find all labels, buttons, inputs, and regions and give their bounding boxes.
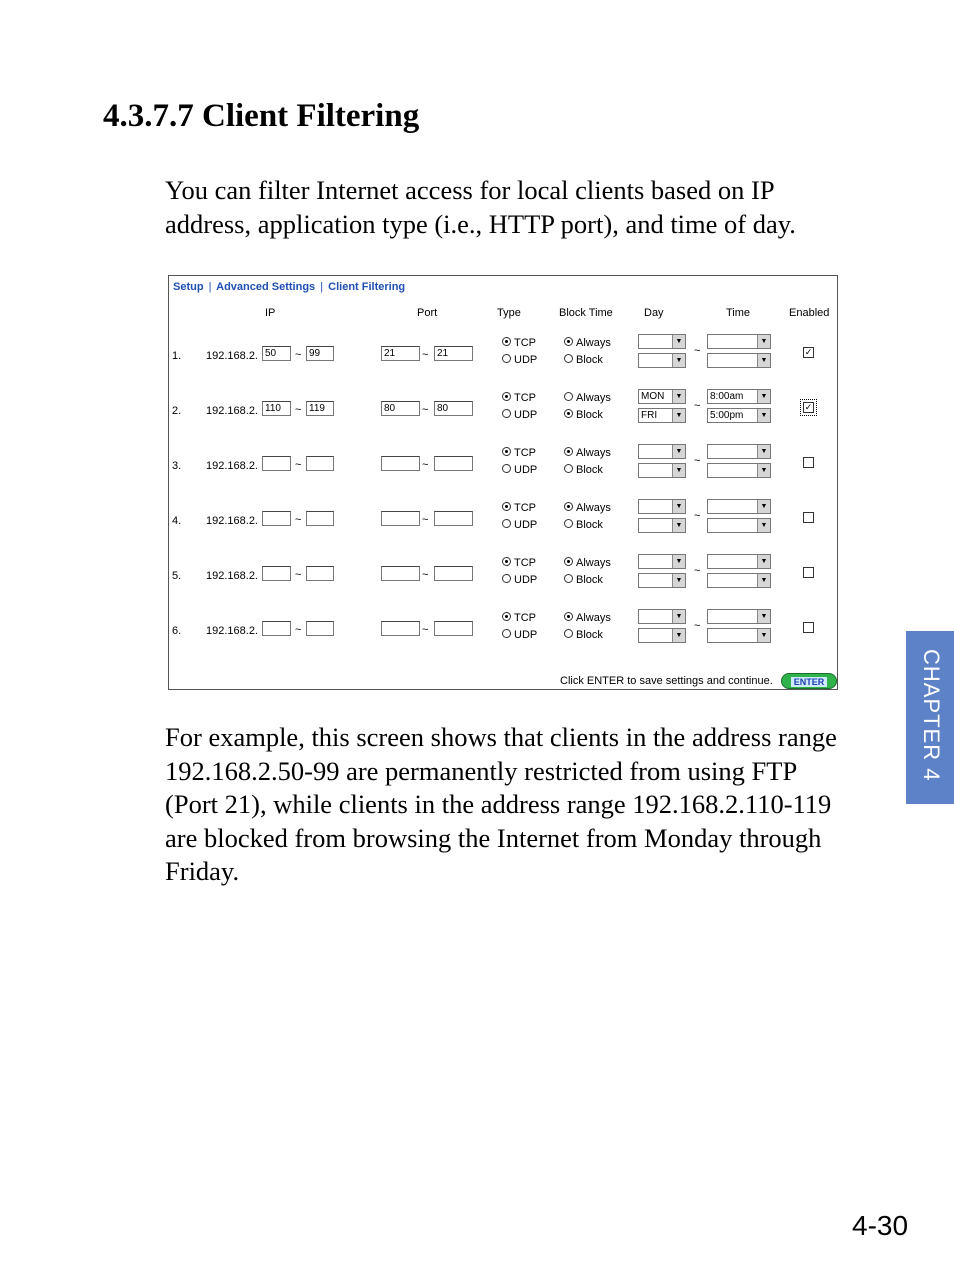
ip-from-input[interactable] <box>262 511 291 526</box>
type-udp-radio-label: UDP <box>514 519 538 531</box>
chevron-down-icon: ▼ <box>757 629 770 642</box>
port-from-input[interactable] <box>381 621 420 636</box>
block-always-radio-label: Always <box>576 337 611 349</box>
row-number: 1. <box>172 350 182 362</box>
type-udp-radio[interactable] <box>502 574 537 586</box>
block-scheduled-radio-dot <box>564 409 573 418</box>
block-scheduled-radio-label: Block <box>576 574 603 586</box>
block-always-radio-dot <box>564 392 573 401</box>
breadcrumb-separator: | <box>320 281 324 293</box>
col-header-time: Time <box>726 307 751 319</box>
block-scheduled-radio[interactable] <box>564 574 603 586</box>
type-tcp-radio[interactable] <box>502 502 536 514</box>
chevron-down-icon: ▼ <box>757 500 770 513</box>
client-filtering-screenshot <box>168 275 838 690</box>
day-from-select[interactable] <box>638 444 686 459</box>
type-udp-radio[interactable] <box>502 464 537 476</box>
block-scheduled-radio-dot <box>564 464 573 473</box>
port-from-input[interactable] <box>381 566 420 581</box>
day-to-select[interactable] <box>638 518 686 533</box>
col-header-day: Day <box>644 307 664 319</box>
type-udp-radio-label: UDP <box>514 409 538 421</box>
col-header-type: Type <box>497 307 521 319</box>
time-to-select[interactable] <box>707 463 771 478</box>
type-udp-radio-dot <box>502 519 511 528</box>
type-tcp-radio-dot <box>502 337 511 346</box>
type-tcp-radio-dot <box>502 612 511 621</box>
block-always-radio-label: Always <box>576 612 611 624</box>
time-to-select[interactable] <box>707 408 771 423</box>
day-to-select[interactable] <box>638 353 686 368</box>
chevron-down-icon: ▼ <box>672 464 685 477</box>
type-udp-radio-dot <box>502 464 511 473</box>
chevron-down-icon: ▼ <box>672 500 685 513</box>
filter-row <box>169 608 837 658</box>
chevron-down-icon: ▼ <box>757 519 770 532</box>
block-always-radio-dot <box>564 337 573 346</box>
chevron-down-icon: ▼ <box>672 409 685 422</box>
block-always-radio-dot <box>564 502 573 511</box>
filter-row <box>169 333 837 383</box>
type-tcp-radio-dot <box>502 502 511 511</box>
chevron-down-icon: ▼ <box>757 335 770 348</box>
day-from-select[interactable] <box>638 334 686 349</box>
port-from-input[interactable]: 80 <box>381 401 420 416</box>
block-always-radio-label: Always <box>576 447 611 459</box>
port-range-tilde: ~ <box>422 569 429 581</box>
ip-range-tilde: ~ <box>295 349 302 361</box>
row-number: 3. <box>172 460 182 472</box>
block-scheduled-radio-dot <box>564 519 573 528</box>
type-tcp-radio[interactable] <box>502 557 536 569</box>
type-udp-radio[interactable] <box>502 354 537 366</box>
chevron-down-icon: ▼ <box>672 354 685 367</box>
port-to-input[interactable]: 21 <box>434 346 473 361</box>
ip-to-input[interactable] <box>306 456 334 471</box>
day-to-select[interactable] <box>638 573 686 588</box>
chevron-down-icon: ▼ <box>757 464 770 477</box>
chevron-down-icon: ▼ <box>672 629 685 642</box>
chevron-down-icon: ▼ <box>757 610 770 623</box>
block-scheduled-radio[interactable] <box>564 409 603 421</box>
chevron-down-icon: ▼ <box>672 335 685 348</box>
block-always-radio-label: Always <box>576 502 611 514</box>
type-udp-radio-label: UDP <box>514 629 538 641</box>
chevron-down-icon: ▼ <box>757 445 770 458</box>
breadcrumb-advanced-settings[interactable]: Advanced Settings <box>216 281 316 293</box>
time-to-select[interactable] <box>707 573 771 588</box>
port-from-input[interactable] <box>381 511 420 526</box>
day-range-tilde: ~ <box>694 620 701 632</box>
ip-from-input[interactable] <box>262 621 291 636</box>
ip-range-tilde: ~ <box>295 404 302 416</box>
breadcrumb-separator: | <box>208 281 212 293</box>
enabled-checkbox[interactable] <box>803 457 814 468</box>
type-tcp-radio-label: TCP <box>514 447 536 459</box>
intro-paragraph: You can filter Internet access for local clients based on IP address, application type (i.e., HTTP port), and time of day. <box>165 175 796 239</box>
chevron-down-icon: ▼ <box>757 409 770 422</box>
type-tcp-radio-label: TCP <box>514 337 536 349</box>
block-always-radio[interactable] <box>564 557 611 569</box>
ip-prefix: 192.168.2. <box>206 570 258 582</box>
chapter-tab-label: CHAPTER 4 <box>919 649 944 782</box>
ip-range-tilde: ~ <box>295 459 302 471</box>
filter-row <box>169 443 837 493</box>
check-mark-icon: ✓ <box>804 402 813 412</box>
ip-from-input[interactable]: 50 <box>262 346 291 361</box>
chevron-down-icon: ▼ <box>672 519 685 532</box>
ip-range-tilde: ~ <box>295 514 302 526</box>
save-hint: Click ENTER to save settings and continue. <box>560 675 773 687</box>
day-to-select[interactable] <box>638 408 686 423</box>
page-number: 4-30 <box>852 1210 909 1241</box>
chevron-down-icon: ▼ <box>672 574 685 587</box>
enabled-checkbox[interactable] <box>803 402 814 413</box>
type-udp-radio-dot <box>502 574 511 583</box>
block-scheduled-radio[interactable] <box>564 354 603 366</box>
ip-to-input[interactable]: 119 <box>306 401 334 416</box>
chevron-down-icon: ▼ <box>757 555 770 568</box>
ip-to-input[interactable] <box>306 511 334 526</box>
time-from-select-value: 8:00am <box>710 391 744 402</box>
ip-from-input[interactable] <box>262 456 291 471</box>
ip-prefix: 192.168.2. <box>206 625 258 637</box>
type-udp-radio-label: UDP <box>514 574 538 586</box>
row-number: 6. <box>172 625 182 637</box>
type-tcp-radio[interactable] <box>502 612 536 624</box>
enabled-checkbox[interactable] <box>803 512 814 523</box>
section-title: 4.3.7.7 Client Filtering <box>103 98 420 134</box>
port-to-input[interactable]: 80 <box>434 401 473 416</box>
ip-to-input[interactable] <box>306 621 334 636</box>
time-to-select[interactable] <box>707 628 771 643</box>
ip-range-tilde: ~ <box>295 569 302 581</box>
block-always-radio-dot <box>564 447 573 456</box>
row-number: 2. <box>172 405 182 417</box>
day-range-tilde: ~ <box>694 510 701 522</box>
type-tcp-radio-label: TCP <box>514 557 536 569</box>
block-always-radio-dot <box>564 612 573 621</box>
breadcrumb-setup[interactable]: Setup <box>173 281 204 293</box>
enter-button-label: ENTER <box>791 677 828 687</box>
ip-to-input[interactable] <box>306 566 334 581</box>
block-always-radio-label: Always <box>576 557 611 569</box>
block-always-radio-dot <box>564 557 573 566</box>
filter-row <box>169 498 837 548</box>
day-range-tilde: ~ <box>694 455 701 467</box>
type-tcp-radio-dot <box>502 447 511 456</box>
block-scheduled-radio[interactable] <box>564 629 603 641</box>
day-from-select[interactable] <box>638 389 686 404</box>
port-to-input[interactable] <box>434 511 473 526</box>
chapter-tab <box>906 631 954 804</box>
block-always-radio[interactable] <box>564 502 611 514</box>
type-udp-radio-label: UDP <box>514 464 538 476</box>
col-header-port: Port <box>417 307 438 319</box>
filter-row <box>169 388 837 438</box>
breadcrumb <box>173 281 405 293</box>
time-from-select[interactable] <box>707 389 771 404</box>
port-from-input[interactable] <box>381 456 420 471</box>
type-tcp-radio[interactable] <box>502 392 536 404</box>
block-scheduled-radio-dot <box>564 629 573 638</box>
ip-to-input[interactable]: 99 <box>306 346 334 361</box>
breadcrumb-client-filtering[interactable]: Client Filtering <box>328 281 406 293</box>
block-scheduled-radio[interactable] <box>564 464 603 476</box>
enter-button[interactable] <box>781 673 837 689</box>
ip-range-tilde: ~ <box>295 624 302 636</box>
type-udp-radio-label: UDP <box>514 354 538 366</box>
col-header-block-time: Block Time <box>559 307 613 319</box>
col-header-enabled: Enabled <box>789 307 830 319</box>
chevron-down-icon: ▼ <box>672 610 685 623</box>
block-scheduled-radio-label: Block <box>576 464 603 476</box>
type-udp-radio[interactable] <box>502 519 537 531</box>
chevron-down-icon: ▼ <box>672 445 685 458</box>
row-number: 5. <box>172 570 182 582</box>
day-to-select-value: FRI <box>641 410 658 421</box>
block-scheduled-radio-dot <box>564 574 573 583</box>
type-tcp-radio-label: TCP <box>514 612 536 624</box>
block-scheduled-radio-dot <box>564 354 573 363</box>
port-range-tilde: ~ <box>422 624 429 636</box>
chevron-down-icon: ▼ <box>757 390 770 403</box>
row-number: 4. <box>172 515 182 527</box>
block-always-radio[interactable] <box>564 612 611 624</box>
check-mark-icon: ✓ <box>804 347 813 357</box>
time-from-select[interactable] <box>707 609 771 624</box>
block-always-radio[interactable] <box>564 392 611 404</box>
block-scheduled-radio-label: Block <box>576 354 603 366</box>
ip-prefix: 192.168.2. <box>206 405 258 417</box>
port-to-input[interactable] <box>434 621 473 636</box>
type-tcp-radio[interactable] <box>502 447 536 459</box>
port-range-tilde: ~ <box>422 514 429 526</box>
ip-prefix: 192.168.2. <box>206 460 258 472</box>
day-range-tilde: ~ <box>694 400 701 412</box>
type-tcp-radio-label: TCP <box>514 502 536 514</box>
day-from-select-value: MON <box>641 391 665 402</box>
port-range-tilde: ~ <box>422 349 429 361</box>
type-udp-radio[interactable] <box>502 629 537 641</box>
chevron-down-icon: ▼ <box>757 574 770 587</box>
ip-from-input[interactable]: 110 <box>262 401 291 416</box>
time-to-select-value: 5:00pm <box>710 410 744 421</box>
type-udp-radio[interactable] <box>502 409 537 421</box>
block-always-radio-label: Always <box>576 392 611 404</box>
block-scheduled-radio-label: Block <box>576 519 603 531</box>
port-range-tilde: ~ <box>422 459 429 471</box>
day-range-tilde: ~ <box>694 565 701 577</box>
port-range-tilde: ~ <box>422 404 429 416</box>
ip-prefix: 192.168.2. <box>206 350 258 362</box>
port-to-input[interactable] <box>434 456 473 471</box>
col-header-ip: IP <box>265 307 276 319</box>
type-udp-radio-dot <box>502 409 511 418</box>
block-scheduled-radio[interactable] <box>564 519 603 531</box>
type-tcp-radio[interactable] <box>502 337 536 349</box>
day-from-select[interactable] <box>638 554 686 569</box>
example-paragraph: For example, this screen shows that clients in the address range 192.168.2.50-99 are permanently restricted from using FTP (Port 21), while clients in the address range 192.168.2.110-119 are blocked from browsing the Internet from Monday through Friday. <box>165 722 837 887</box>
chevron-down-icon: ▼ <box>672 390 685 403</box>
port-from-input[interactable]: 21 <box>381 346 420 361</box>
day-from-select[interactable] <box>638 609 686 624</box>
time-from-select[interactable] <box>707 444 771 459</box>
type-tcp-radio-dot <box>502 557 511 566</box>
chevron-down-icon: ▼ <box>672 555 685 568</box>
time-from-select[interactable] <box>707 334 771 349</box>
time-from-select[interactable] <box>707 554 771 569</box>
time-to-select[interactable] <box>707 518 771 533</box>
ip-from-input[interactable] <box>262 566 291 581</box>
day-to-select[interactable] <box>638 628 686 643</box>
block-scheduled-radio-label: Block <box>576 409 603 421</box>
ip-prefix: 192.168.2. <box>206 515 258 527</box>
type-tcp-radio-dot <box>502 392 511 401</box>
day-from-select[interactable] <box>638 499 686 514</box>
block-always-radio[interactable] <box>564 447 611 459</box>
type-udp-radio-dot <box>502 354 511 363</box>
enabled-checkbox[interactable] <box>803 622 814 633</box>
port-to-input[interactable] <box>434 566 473 581</box>
day-range-tilde: ~ <box>694 345 701 357</box>
time-to-select[interactable] <box>707 353 771 368</box>
block-always-radio[interactable] <box>564 337 611 349</box>
chevron-down-icon: ▼ <box>757 354 770 367</box>
enabled-checkbox[interactable] <box>803 347 814 358</box>
filter-row <box>169 553 837 603</box>
type-tcp-radio-label: TCP <box>514 392 536 404</box>
type-udp-radio-dot <box>502 629 511 638</box>
enabled-checkbox[interactable] <box>803 567 814 578</box>
day-to-select[interactable] <box>638 463 686 478</box>
time-from-select[interactable] <box>707 499 771 514</box>
block-scheduled-radio-label: Block <box>576 629 603 641</box>
